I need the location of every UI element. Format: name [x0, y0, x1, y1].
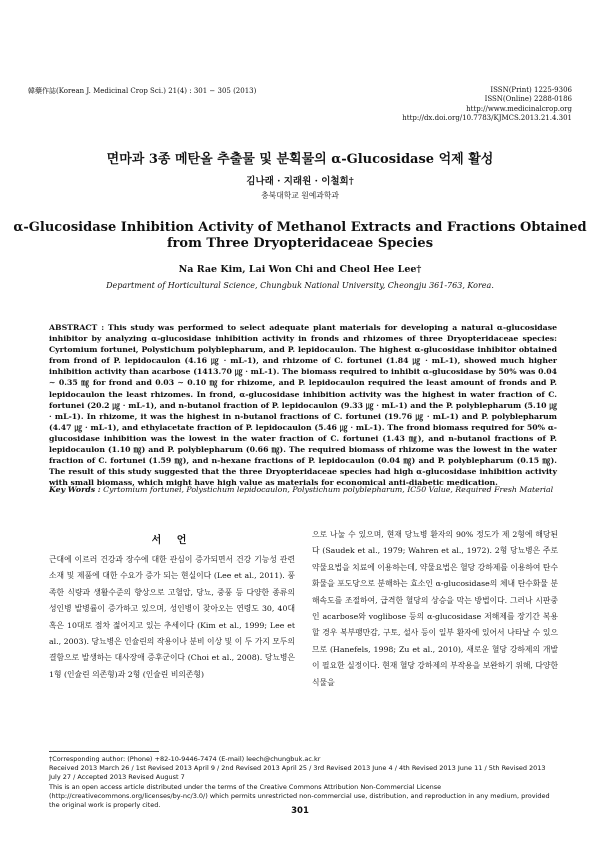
issn-print: ISSN(Print) 1225-9306 [490, 86, 572, 94]
korean-affiliation: 충북대학교 원예과학과 [261, 191, 339, 200]
korean-title: 면마과 3종 메탄올 추출물 및 분획물의 α-Glucosidase 억제 활성 [106, 152, 494, 167]
journal-url[interactable]: http://www.medicinalcrop.org [466, 104, 572, 113]
keywords [49, 485, 557, 494]
body-column-right: 으로 나눌 수 있으며, 현재 당뇨병 환자의 90% 정도가 제 2형에 해당된다 (Saudek et al., 1979; Wahren et al., 1972). 2형 당뇨병은 주로 약물요법을 치료에 이용하는데, 약물요법은 혈당 강하제를 이용하여 탄수화물을 포도당으로 분해하는 효소인 α-glucosidase의 체내 탄수화물 분해속도를 조절하여, 급격한 혈당의 상승을 막는 방법이다. 그러나 시판중인 acarbose와 voglibose 등의 α-glucosidase 저해제를 장기간 복용할 경우 복부팽만감, 구토, 설사 등이 일부 환자에 있어서 나타날 수 있으므로 (Hanefels, 1998; Zu et al., 2010), 새로운 혈당 강하제의 개발이 필요한 실정이다. 현재 혈당 강하제의 부작용을 보완하기 위해, 다양한 식물을 [312, 530, 558, 687]
abstract: ABSTRACT : This study was performed to select adequate plant materials for developing a natural α-glucosidase inhibitor by analyzing α-glucosidase inhibition activity in fronds and rhizomes of three Dryopteridaceae species: Cyrtomium fortunei, Polystichum polyblepharum, and P. lepidocaulon. The highest α-glucosidase inhibitor obtained from frond of P. lepidocaulon (4.16 ㎍ · mL-1), and rhizome of C. fortunei (1.84 ㎍ · mL-1), showed much higher inhibition activity than acarbose (1413.70 ㎍ · mL-1). The biomass required to inhibit α-glucosidase by 50% was 0.04 ∼ 0.35 ㎎ for frond and 0.03 ∼ 0.10 ㎎ for rhizome, and P. lepidocaulon required the least amount of fronds and P. lepidocaulon the least rhizomes. In frond, α-glucosidase inhibition activity was the highest in water fraction of C. fortunei (20.2 ㎍ · mL-1), and n-butanol fraction of P. lepidocaulon (9.33 ㎍ · mL-1) and the P. polyblepharum (5.10 ㎍ · mL-1). In rhizome, it was the highest in n-butanol fractions of C. fortunei (19.76 ㎍ · mL-1) and P. polyblepharum (4.47 ㎍ · mL-1), and ethylacetate fraction of P. lepidocaulon (5.46 ㎍ · mL-1). The frond biomass required for 50% α-glucosidase inhibition was the lowest in the water fraction of C. fortunei (1.43 ㎎), and n-butanol fractions of P. lepidocaulon (1.10 ㎎) and P. polyblepharum (0.66 ㎎). The required biomass of rhizome was the lowest in the water fraction of C. fortunei (1.59 ㎎), and n-hexane fractions of P. lepidocaulon (0.04 ㎎) and P. polyblepharum (0.15 ㎎). The result of this study suggested that the three Dryopteridaceae species had high α-glucosidase inhibition activity with small biomass, which might have high value as materials for economical anti-diabetic medication. [49, 323, 557, 488]
body-column-left: 근대에 이르러 건강과 장수에 대한 관심이 증가되면서 건강 기능성 관련 소재 및 제품에 대한 수요가 증가 되는 현실이다 (Lee et al., 2011). 풍족한 식량과 생활수준의 향상으로 고혈압, 당뇨, 중풍 등 다양한 종류의 성인병 발병률이 증가하고 있으며, 성인병이 찾아오는 연령도 30, 40대 혹은 10대로 점차 젊어지고 있는 추세이다 (Kim et al., 1999; Lee et al., 2003). 당뇨병은 인슐린의 작용이나 분비 이상 및 이 두 가지 모두의 결함으로 발생하는 대사장애 증후군이다 (Choi et al., 2008). 당뇨병은 1형 (인슐린 의존형)과 2형 (인슐린 비의존형) [49, 555, 295, 679]
corresponding-author: †Corresponding author: (Phone) +82-10-9446-7474 (E-mail) leech@chungbuk.ac.kr [49, 755, 321, 763]
english-title [0, 220, 600, 252]
journal-citation: 韓藥作誌(Korean J. Medicinal Crop Sci.) 21(4) : 301 − 305 (2013) [28, 87, 257, 95]
keywords-label: Key Words : [49, 485, 101, 494]
issn-block [402, 86, 572, 123]
english-title-line-1: α-Glucosidase Inhibition Activity of Methanol Extracts and Fractions Obtained [13, 220, 587, 235]
footnote-divider [49, 751, 159, 752]
page-number: 301 [291, 806, 309, 816]
english-affiliation: Department of Horticultural Science, Chungbuk National University, Cheongju 361-763, Korea. [106, 281, 494, 290]
doi-link[interactable]: http://dx.doi.org/10.7783/KJMCS.2013.21.4.301 [402, 113, 572, 122]
footnote [49, 755, 559, 810]
korean-authors: 김나래 · 지래원 · 이철희† [246, 176, 354, 187]
issn-online: ISSN(Online) 2288-0186 [484, 95, 572, 104]
section-title: 서 언 [151, 535, 193, 546]
received-dates: Received 2013 March 26 / 1st Revised 2013 April 9 / 2nd Revised 2013 April 25 / 3rd Revised 2013 June 4 / 4th Revised 2013 June 11 / 5th Revised 2013 July 27 / Accepted 2013 Revised August 7 [49, 764, 546, 782]
english-authors: Na Rae Kim, Lai Won Chi and Cheol Hee Lee† [178, 264, 422, 275]
license-text: This is an open access article distributed under the terms of the Creative Commons Attribution Non-Commercial License (http://creativecommons.org/licenses/by-nc/3.0/) which permits unrestricted non-commercial use, distribution, and reproduction in any medium, provided the original work is properly cited. [49, 782, 550, 810]
english-title-line-2: from Three Dryopteridaceae Species [166, 236, 434, 251]
keywords-text: Cyrtomium fortunei, Polystichum lepidocaulon, Polystichum polyblepharum, IC50 Value, Required Fresh Material [103, 485, 554, 494]
